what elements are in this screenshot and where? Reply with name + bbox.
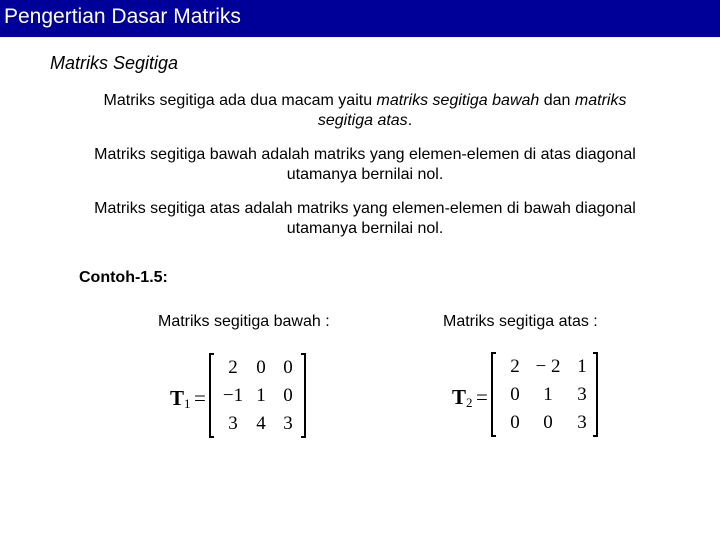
matrix-t2-symbol: T: [452, 385, 467, 409]
section-subtitle: Matriks Segitiga: [50, 53, 179, 73]
matrix-t1-cell: 4: [256, 413, 266, 434]
matrix-t2-index: 2: [466, 395, 473, 410]
matrix-t2-cell: 0: [543, 412, 553, 433]
matrix-t1-index: 1: [184, 396, 191, 411]
page-title: Pengertian Dasar Matriks: [4, 5, 241, 28]
matrix-t1-left-bracket: [209, 353, 214, 438]
paragraph-upper-definition: Matriks segitiga atas adalah matriks yang elemen-elemen di bawah diagonal utamanya bernilai nol.: [94, 200, 636, 237]
paragraph-lower-definition: Matriks segitiga bawah adalah matriks yang elemen-elemen di atas diagonal utamanya bernilai nol.: [94, 146, 636, 183]
matrix-t2-cell: 0: [510, 412, 520, 433]
matrix-t1-cell: 1: [256, 385, 266, 406]
matrix-t2-left-bracket: [491, 352, 496, 437]
matrix-t1-cell: −1: [222, 385, 244, 406]
matrix-t2-cell: 3: [577, 412, 587, 433]
paragraph-intro-end: .: [407, 112, 413, 129]
matrix-t2-cell: 1: [543, 384, 553, 405]
matrix-t2-right-bracket: [593, 352, 598, 437]
term-lower-triangular: matriks segitiga bawah: [376, 92, 540, 109]
term-upper-triangular: matriks segitiga atas: [317, 92, 627, 129]
paragraph-intro-start: Matriks segitiga ada dua macam yaitu: [103, 92, 377, 109]
matrix-t1-symbol: T: [170, 386, 185, 410]
matrix-t1-right-bracket: [301, 353, 306, 438]
upper-matrix-caption: Matriks segitiga atas :: [443, 313, 598, 330]
matrix-t1-cell: 0: [283, 385, 293, 406]
matrix-t2-cell: − 2: [535, 356, 561, 377]
matrix-t2-cell: 0: [510, 384, 520, 405]
matrix-t1-cell: 3: [283, 413, 293, 434]
paragraph-intro: [80, 91, 650, 131]
matrix-t1-equals: =: [194, 386, 206, 410]
title-bar: [0, 0, 720, 37]
matrix-t2-equals: =: [476, 385, 488, 409]
matrix-t2-name: [452, 385, 473, 411]
matrix-t2-cell: 3: [577, 384, 587, 405]
example-label: Contoh-1.5:: [79, 269, 168, 286]
matrix-t1-cell: 0: [256, 357, 266, 378]
matrix-t1-cell: 2: [228, 357, 238, 378]
matrix-t1-name: [170, 386, 191, 412]
matrix-t2-cell: 1: [577, 356, 587, 377]
matrix-t1-cell: 0: [283, 357, 293, 378]
matrix-t2-cell: 2: [510, 356, 520, 377]
matrix-t1-cell: 3: [228, 413, 238, 434]
lower-matrix-caption: Matriks segitiga bawah :: [158, 313, 330, 330]
paragraph-intro-mid: dan: [539, 92, 575, 109]
